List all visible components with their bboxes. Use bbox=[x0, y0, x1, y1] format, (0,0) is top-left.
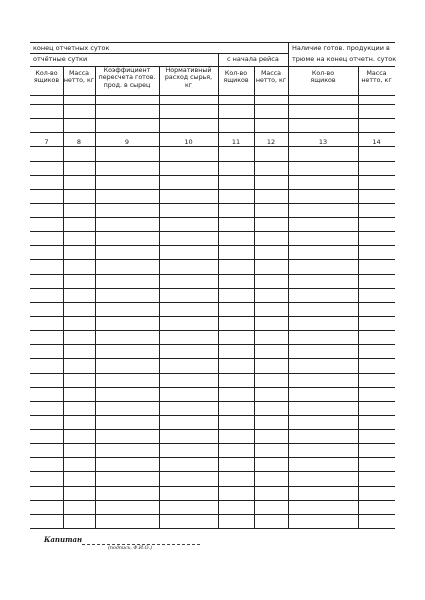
table-row bbox=[30, 358, 395, 359]
column-number-9: 9 bbox=[124, 138, 130, 146]
table-row bbox=[30, 415, 395, 416]
stock-group-left-border bbox=[288, 42, 289, 528]
table-row bbox=[30, 245, 395, 246]
signature-line bbox=[82, 544, 200, 545]
column-divider bbox=[159, 66, 160, 528]
column-divider bbox=[358, 66, 359, 528]
column-divider bbox=[63, 66, 64, 528]
table-row bbox=[30, 429, 395, 430]
column-number-14: 14 bbox=[372, 138, 381, 146]
stock-label-line2: трюме на конец отчетн. суток bbox=[292, 55, 397, 63]
header-divider-2 bbox=[30, 66, 395, 67]
table-row bbox=[30, 330, 395, 331]
table-row bbox=[30, 189, 395, 190]
header-divider-1 bbox=[30, 53, 288, 54]
table-row bbox=[30, 316, 395, 317]
table-row bbox=[30, 457, 395, 458]
table-row bbox=[30, 259, 395, 260]
numbers-divider bbox=[30, 104, 395, 105]
column-header-10: Нормативный расход сырья, кг bbox=[164, 67, 213, 89]
table-row bbox=[30, 500, 395, 501]
table-row bbox=[30, 274, 395, 275]
since-voyage-start-label: с начала рейса bbox=[227, 55, 279, 63]
table-row bbox=[30, 373, 395, 374]
header-divider-3 bbox=[30, 95, 395, 96]
table-row bbox=[30, 302, 395, 303]
table-row bbox=[30, 401, 395, 402]
top-border bbox=[30, 42, 395, 43]
column-header-9: Коэффициент пересчета готов. прод. в сырец bbox=[98, 67, 156, 89]
table-row bbox=[30, 161, 395, 162]
table-row bbox=[30, 217, 395, 218]
column-header-11: Кол-во ящиков bbox=[223, 70, 249, 85]
period-end-label: конец отчетных суток bbox=[33, 44, 110, 52]
table-row bbox=[30, 471, 395, 472]
captain-label: Капитан bbox=[44, 535, 83, 544]
table-row bbox=[30, 146, 395, 147]
table-row bbox=[30, 132, 395, 133]
column-header-8: Масса нетто, кг bbox=[63, 70, 95, 85]
column-divider bbox=[95, 66, 96, 528]
table-row bbox=[30, 288, 395, 289]
table-row bbox=[30, 514, 395, 515]
table-row bbox=[30, 443, 395, 444]
table-row bbox=[30, 344, 395, 345]
column-number-8: 8 bbox=[76, 138, 82, 146]
report-table bbox=[30, 42, 395, 528]
column-number-7: 7 bbox=[44, 138, 49, 146]
column-header-14: Масса нетто, кг bbox=[361, 70, 392, 85]
reporting-day-label: отчётные сутки bbox=[33, 55, 88, 63]
column-header-13: Кол-во ящиков bbox=[310, 70, 336, 85]
column-header-12: Масса нетто, кг bbox=[255, 70, 287, 85]
table-row bbox=[30, 118, 395, 119]
signature-caption: (подпись, Ф.И.О.) bbox=[108, 546, 152, 551]
table-row bbox=[30, 231, 395, 232]
stock-label-line1: Наличие готов. продукции в bbox=[292, 44, 390, 52]
column-header-7: Кол-во ящиков bbox=[33, 70, 60, 85]
table-row bbox=[30, 175, 395, 176]
column-number-10: 10 bbox=[184, 138, 193, 146]
table-row bbox=[30, 203, 395, 204]
table-row bbox=[30, 486, 395, 487]
table-row bbox=[30, 528, 395, 529]
column-divider bbox=[254, 66, 255, 528]
column-number-13: 13 bbox=[318, 138, 328, 146]
table-row bbox=[30, 387, 395, 388]
column-number-12: 12 bbox=[266, 138, 276, 146]
column-number-11: 11 bbox=[231, 138, 241, 146]
